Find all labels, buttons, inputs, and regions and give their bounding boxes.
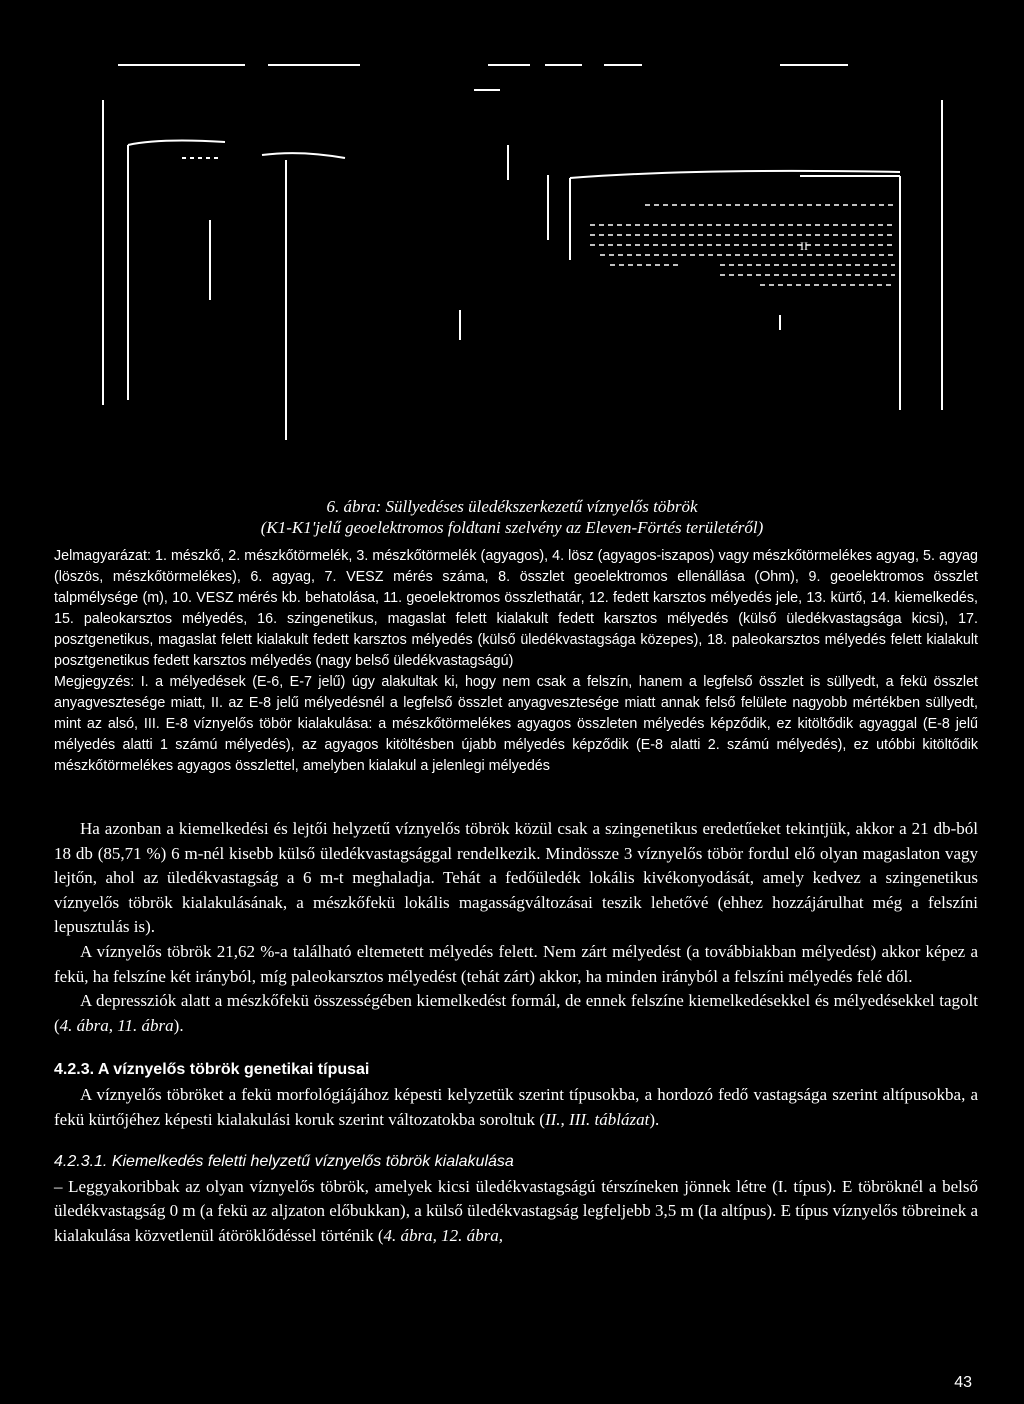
legend-note: Megjegyzés: I. a mélyedések (E-6, E-7 jelű) úgy alakultak ki, hogy nem csak a felszín, hanem a legfelső összlet is süllyedt, a fekü összlet anyagvesztesége miatt, II. az E-8 jelű mélyedésnél a legfelső összlet anyagvesztesége miatt annak felső felülete nagyobb mértékben süllyedt, mint az alsó, III. E-8 víznyelős töbör kialakulása: a mészkőtörmelékes agyagos összleten mélyedés képződik, ez kitöltődik agyaggal (E-8 jelű mélyedés alatti 1 számú mélyedés), az agyagos kitöltésben újabb mélyedés képződik (E-8 alatti 2. számú mélyedés), ez utóbbi kitöltődik mészkőtörmelékes agyagos összlettel, amelyben kialakul a jelenlegi mélyedés xyxy=(54,674,978,774)
table-reference: II., III. táblázat xyxy=(544,1109,650,1129)
paragraph-3-end: ). xyxy=(173,1015,184,1035)
figure-caption xyxy=(0,496,1024,538)
legend-text: Jelmagyarázat: 1. mészkő, 2. mészkőtörmelék, 3. mészkőtörmelék (agyagos), 4. lösz (agyagos-iszapos) vagy mészkőtörmelékes agyag, 5. agyag (löszös, mészkőtörmelékes), 6. agyag, 7. VESZ mérés száma, 8. összlet geoelektromos ellenállása (Ohm), 9. geoelektromos összlet talpmélysége (m), 10. VESZ mérés kb. behatolása, 11. geoelektromos összlethatár, 12. fedett karsztos mélyedés jele, 13. kürtő, 14. kiemelkedés, 15. paleokarsztos mélyedés, 16. szingenetikus, magaslat felett kialakult fedett karsztos mélyedés (külső üledékvastagsága kicsi), 17. posztgenetikus, magaslat felett kialakult fedett karsztos mélyedés (külső üledékvastagsága közepes), 18. paleokarsztos mélyedés felett kialakult posztgenetikus fedett karsztos mélyedés (nagy belső üledékvastagságú) xyxy=(54,548,978,669)
paragraph-5-text: – Leggyakoribbak az olyan víznyelős töbrök, amelyek kicsi üledékvastagságú térszíneken jönnek létre (I. típus). E töbröknél a belső üledékvastagság 0 m (a fekü az aljzaton előbukkan), a külső üledékvastagság legfeljebb 3,5 m (Ia altípus). E típus víznyelős töbreinek a kialakulása közvetlenül átöröklődéssel történik ( xyxy=(54,1176,978,1245)
section-heading: 4.2.3. A víznyelős töbrök genetikai típusai xyxy=(54,1061,370,1079)
paragraph-2: A víznyelős töbrök 21,62 %-a található eltemetett mélyedés felett. Nem zárt mélyedést (a továbbiakban mélyedést) akkor képez a fekü, ha felszíne két irányból, míg paleokarsztos mélyedést (tehát zárt) akkor, ha minden irányból a felszíni mélyedés felé dől. xyxy=(54,941,978,986)
caption-line-1: 6. ábra: Süllyedéses üledékszerkezetű víznyelős töbrök xyxy=(326,497,698,516)
subsection-heading: 4.2.3.1. Kiemelkedés feletti helyzetű víznyelős töbrök kialakulása xyxy=(54,1153,514,1171)
caption-line-2: (K1-K1'jelű geoelektromos foldtani szelvény az Eleven-Förtés területéről) xyxy=(260,518,764,537)
paragraph-4-end: ). xyxy=(649,1109,660,1129)
figure-legend xyxy=(54,546,978,777)
figure-reference-2: 4. ábra, 12. ábra, xyxy=(383,1225,503,1245)
page-number: 43 xyxy=(954,1374,972,1391)
paragraph-3-text: A depressziók alatt a mészkőfekü összességében kiemelkedést formál, de ennek felszíne kiemelkedésekkel és mélyedésekkel tagolt ( xyxy=(54,991,978,1035)
inner-label: II xyxy=(800,239,808,253)
geoelectric-section-figure xyxy=(0,0,1024,480)
paragraph-3 xyxy=(54,989,978,1038)
section-drawing xyxy=(0,0,1024,480)
body-text xyxy=(54,817,978,1249)
paragraph-1: Ha azonban a kiemelkedési és lejtői helyzetű víznyelős töbrök közül csak a szingenetikus eredetűeket tekintjük, akkor a 21 db-ból 18 db (85,71 %) 6 m-nél kisebb külső üledékvastagsággal rendelkezik. Mindössze 3 víznyelős töbör fordul elő olyan magaslaton vagy lejtőn, ahol az üledékvastagság a 6 m-t meghaladja. Tehát a fedőüledék lokális kivékonyodását, amely kedvez a szingenetikus víznyelős töbrök kialakulásának, a mészkőfekü lokális magasságváltozásai teszik lehetővé (ehhez hozzájárulhat még a felszíni lepusztulás is). xyxy=(54,819,978,937)
left-surface xyxy=(128,141,225,145)
paragraph-5 xyxy=(54,1175,978,1249)
figure-reference: 4. ábra, 11. ábra xyxy=(59,1015,174,1035)
mid-surface xyxy=(262,153,345,158)
paragraph-4-text: A víznyelős töbröket a fekü morfológiájához képesti kelyzetük szerint típusokba, a hordozó fedő vastagsága szerint altípusokba, a fekü kürtőjéhez képesti kialakulási koruk szerint változatokba soroltuk ( xyxy=(54,1084,978,1129)
paragraph-4 xyxy=(54,1083,978,1132)
